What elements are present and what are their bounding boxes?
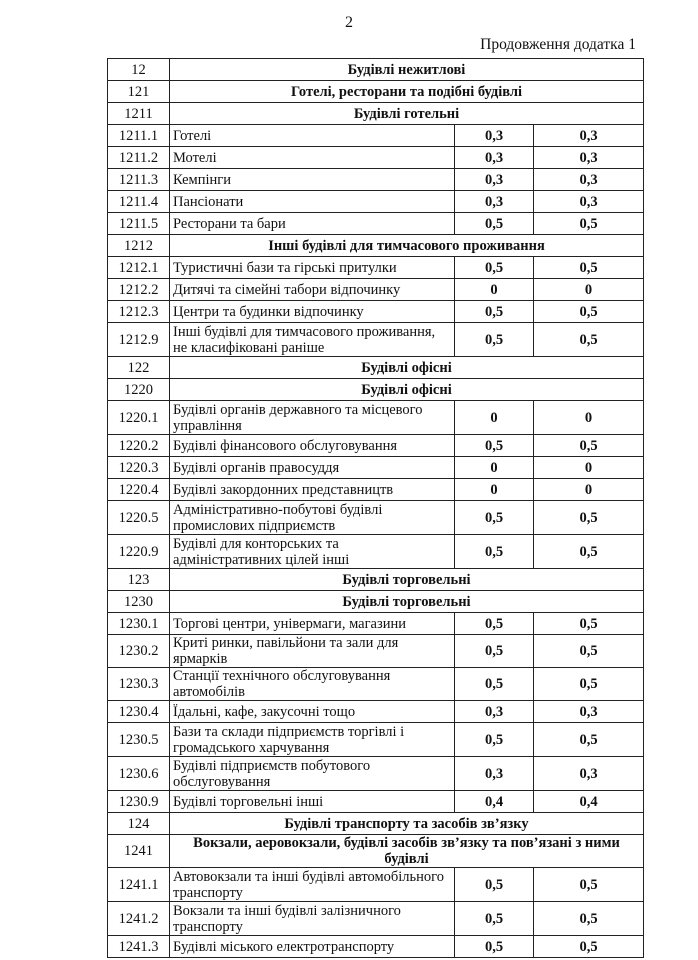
building-type-name: Інші будівлі для тимчасового проживання, не класифіковані раніше <box>170 323 455 357</box>
section-title: Готелі, ресторани та подібні будівлі <box>170 81 644 103</box>
table-row <box>108 279 644 301</box>
building-type-name: Адміністративно-побутові будівлі промислових підприємств <box>170 501 455 535</box>
building-type-name: Вокзали та інші будівлі залізничного транспорту <box>170 902 455 936</box>
row-code: 1212.3 <box>108 301 170 323</box>
section-title: Будівлі готельні <box>170 103 644 125</box>
table-row <box>108 535 644 569</box>
table-section-row <box>108 235 644 257</box>
coefficient-value-2: 0,5 <box>534 668 644 701</box>
table-row <box>108 668 644 701</box>
row-code: 1230.3 <box>108 668 170 701</box>
row-code: 1211.4 <box>108 191 170 213</box>
coefficient-value-2: 0,5 <box>534 257 644 279</box>
coefficient-value-2: 0 <box>534 457 644 479</box>
row-code: 1211.5 <box>108 213 170 235</box>
row-code: 1230 <box>108 591 170 613</box>
coefficient-value-2: 0,5 <box>534 501 644 535</box>
coefficient-value-2: 0,3 <box>534 191 644 213</box>
row-code: 1241 <box>108 835 170 868</box>
building-type-name: Готелі <box>170 125 455 147</box>
coefficient-value-1: 0,3 <box>455 147 534 169</box>
coefficient-value-2: 0,5 <box>534 535 644 569</box>
table-row <box>108 902 644 936</box>
row-code: 1212.9 <box>108 323 170 357</box>
building-type-name: Будівлі для конторських та адміністративних цілей інші <box>170 535 455 569</box>
table-row <box>108 191 644 213</box>
coefficient-value-1: 0,5 <box>455 635 534 668</box>
coefficient-value-2: 0,5 <box>534 902 644 936</box>
building-type-name: Будівлі міського електротранспорту <box>170 936 455 958</box>
row-code: 1230.9 <box>108 791 170 813</box>
coefficient-value-2: 0 <box>534 479 644 501</box>
coefficient-value-2: 0 <box>534 279 644 301</box>
row-code: 1230.5 <box>108 723 170 757</box>
row-code: 123 <box>108 569 170 591</box>
table-section-row <box>108 813 644 835</box>
building-type-name: Туристичні бази та гірські притулки <box>170 257 455 279</box>
coefficient-value-1: 0 <box>455 479 534 501</box>
table-row <box>108 701 644 723</box>
table-section-row <box>108 357 644 379</box>
building-type-name: Дитячі та сімейні табори відпочинку <box>170 279 455 301</box>
section-title: Будівлі офісні <box>170 357 644 379</box>
building-type-name: Станції технічного обслуговування автомобілів <box>170 668 455 701</box>
building-type-name: Будівлі органів правосуддя <box>170 457 455 479</box>
coefficient-value-2: 0,5 <box>534 635 644 668</box>
coefficient-value-1: 0,5 <box>455 435 534 457</box>
table-section-row <box>108 103 644 125</box>
coefficient-value-1: 0,5 <box>455 723 534 757</box>
coefficient-value-1: 0,3 <box>455 169 534 191</box>
row-code: 1230.1 <box>108 613 170 635</box>
table-section-row <box>108 81 644 103</box>
section-title: Будівлі торговельні <box>170 569 644 591</box>
coefficient-value-2: 0,5 <box>534 301 644 323</box>
coefficient-value-2: 0,5 <box>534 723 644 757</box>
table-row <box>108 213 644 235</box>
coefficient-value-1: 0,5 <box>455 213 534 235</box>
coefficient-value-1: 0,5 <box>455 902 534 936</box>
coefficient-value-1: 0,5 <box>455 668 534 701</box>
building-type-name: Криті ринки, павільйони та зали для ярмарків <box>170 635 455 668</box>
row-code: 1241.3 <box>108 936 170 958</box>
row-code: 1211.3 <box>108 169 170 191</box>
coefficient-value-2: 0,4 <box>534 791 644 813</box>
row-code: 1220.3 <box>108 457 170 479</box>
section-title: Будівлі офісні <box>170 379 644 401</box>
table-row <box>108 791 644 813</box>
coefficient-value-2: 0,5 <box>534 936 644 958</box>
table-section-row <box>108 379 644 401</box>
coefficient-value-1: 0 <box>455 401 534 435</box>
table-row <box>108 301 644 323</box>
row-code: 121 <box>108 81 170 103</box>
coefficient-value-2: 0,3 <box>534 169 644 191</box>
row-code: 1211 <box>108 103 170 125</box>
section-title: Вокзали, аеровокзали, будівлі засобів зв’язку та пов’язані з ними будівлі <box>170 835 644 868</box>
table-row <box>108 401 644 435</box>
table-row <box>108 479 644 501</box>
table-row <box>108 323 644 357</box>
section-title: Інші будівлі для тимчасового проживання <box>170 235 644 257</box>
coefficient-value-2: 0,5 <box>534 323 644 357</box>
building-type-name: Автовокзали та інші будівлі автомобільного транспорту <box>170 868 455 902</box>
row-code: 1220.5 <box>108 501 170 535</box>
building-type-name: Торгові центри, універмаги, магазини <box>170 613 455 635</box>
coefficient-value-2: 0,5 <box>534 213 644 235</box>
section-title: Будівлі транспорту та засобів зв’язку <box>170 813 644 835</box>
page-number: 2 <box>345 14 353 31</box>
row-code: 1211.1 <box>108 125 170 147</box>
coefficient-value-2: 0,3 <box>534 125 644 147</box>
table-section-row <box>108 569 644 591</box>
table-row <box>108 936 644 958</box>
coefficient-value-1: 0,5 <box>455 323 534 357</box>
building-type-name: Центри та будинки відпочинку <box>170 301 455 323</box>
coefficient-value-1: 0,5 <box>455 535 534 569</box>
row-code: 1220.4 <box>108 479 170 501</box>
building-type-name: Будівлі органів державного та місцевого управління <box>170 401 455 435</box>
table-section-row <box>108 591 644 613</box>
table-section-row <box>108 835 644 868</box>
coefficient-value-1: 0,3 <box>455 125 534 147</box>
coefficient-value-1: 0,5 <box>455 257 534 279</box>
row-code: 124 <box>108 813 170 835</box>
table-row <box>108 169 644 191</box>
table-row <box>108 635 644 668</box>
table-row <box>108 147 644 169</box>
row-code: 1230.2 <box>108 635 170 668</box>
coefficient-value-2: 0,3 <box>534 701 644 723</box>
row-code: 1241.2 <box>108 902 170 936</box>
coefficient-value-2: 0,3 <box>534 147 644 169</box>
row-code: 1220.1 <box>108 401 170 435</box>
row-code: 1220 <box>108 379 170 401</box>
coefficient-value-1: 0 <box>455 457 534 479</box>
row-code: 1212.1 <box>108 257 170 279</box>
coefficient-value-2: 0,5 <box>534 435 644 457</box>
row-code: 1230.6 <box>108 757 170 791</box>
building-type-name: Ресторани та бари <box>170 213 455 235</box>
row-code: 1230.4 <box>108 701 170 723</box>
building-type-name: Будівлі фінансового обслуговування <box>170 435 455 457</box>
building-type-name: Будівлі підприємств побутового обслуговування <box>170 757 455 791</box>
table-row <box>108 457 644 479</box>
coefficient-value-2: 0 <box>534 401 644 435</box>
row-code: 1211.2 <box>108 147 170 169</box>
coefficient-value-2: 0,5 <box>534 868 644 902</box>
coefficient-value-1: 0,5 <box>455 868 534 902</box>
coefficient-value-1: 0,3 <box>455 701 534 723</box>
building-type-name: Їдальні, кафе, закусочні тощо <box>170 701 455 723</box>
building-type-name: Бази та склади підприємств торгівлі і громадського харчування <box>170 723 455 757</box>
table-row <box>108 868 644 902</box>
coefficient-value-1: 0,5 <box>455 613 534 635</box>
building-type-name: Кемпінги <box>170 169 455 191</box>
coefficient-value-2: 0,5 <box>534 613 644 635</box>
coefficient-value-1: 0,5 <box>455 501 534 535</box>
building-type-name: Пансіонати <box>170 191 455 213</box>
table-row <box>108 501 644 535</box>
row-code: 122 <box>108 357 170 379</box>
annex-continuation-note: Продовження додатка 1 <box>480 36 636 53</box>
section-title: Будівлі нежитлові <box>170 59 644 81</box>
table-row <box>108 723 644 757</box>
table-row <box>108 257 644 279</box>
row-code: 1212 <box>108 235 170 257</box>
coefficient-value-1: 0 <box>455 279 534 301</box>
table-row <box>108 757 644 791</box>
row-code: 1220.2 <box>108 435 170 457</box>
building-classification-table <box>107 58 644 958</box>
row-code: 1212.2 <box>108 279 170 301</box>
coefficient-value-2: 0,3 <box>534 757 644 791</box>
building-type-name: Будівлі торговельні інші <box>170 791 455 813</box>
building-type-name: Мотелі <box>170 147 455 169</box>
section-title: Будівлі торговельні <box>170 591 644 613</box>
row-code: 12 <box>108 59 170 81</box>
coefficient-value-1: 0,3 <box>455 757 534 791</box>
coefficient-value-1: 0,3 <box>455 191 534 213</box>
coefficient-value-1: 0,4 <box>455 791 534 813</box>
table-row <box>108 435 644 457</box>
row-code: 1220.9 <box>108 535 170 569</box>
table-row <box>108 125 644 147</box>
table-section-row <box>108 59 644 81</box>
row-code: 1241.1 <box>108 868 170 902</box>
coefficient-value-1: 0,5 <box>455 301 534 323</box>
table-row <box>108 613 644 635</box>
building-type-name: Будівлі закордонних представництв <box>170 479 455 501</box>
coefficient-value-1: 0,5 <box>455 936 534 958</box>
